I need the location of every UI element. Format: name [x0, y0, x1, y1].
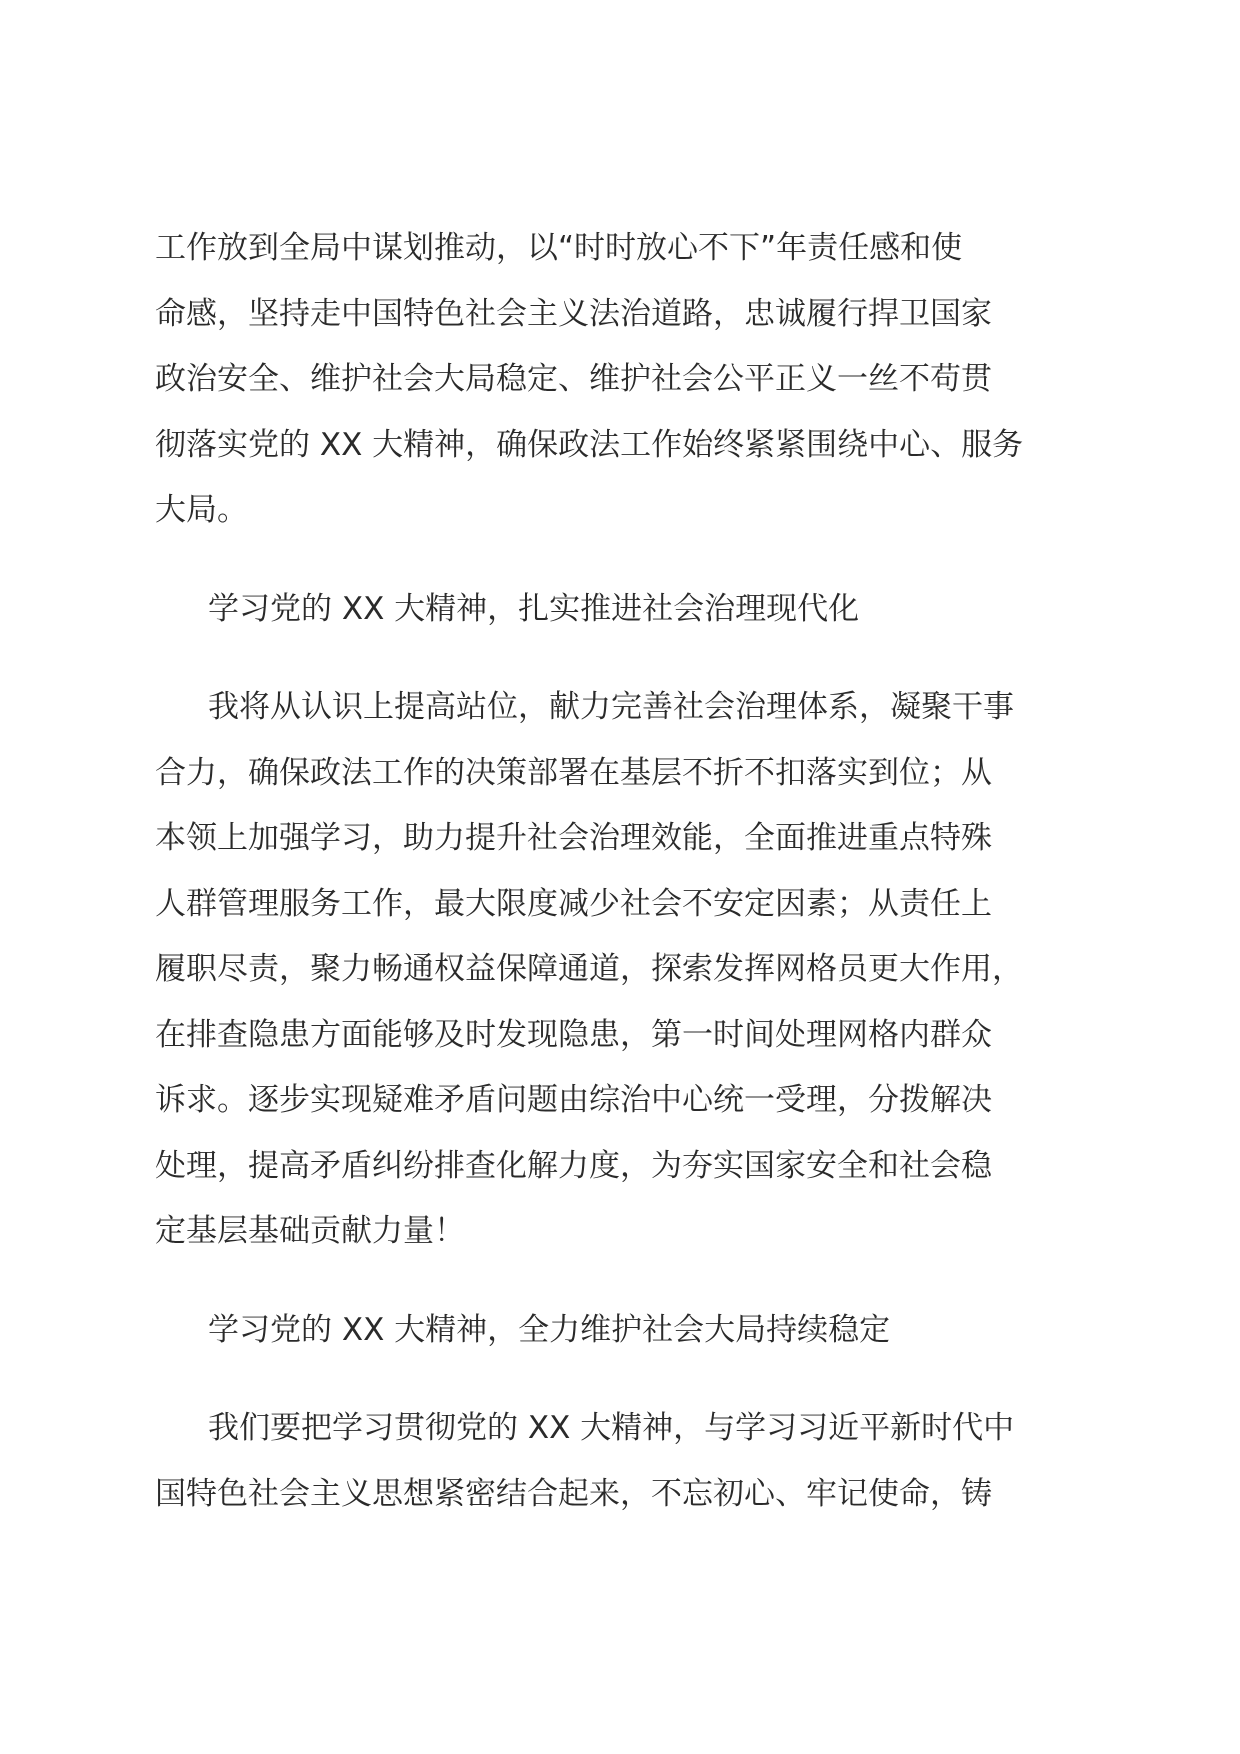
document-body — [155, 216, 1095, 1527]
text-line: 诉求。逐步实现疑难矛盾问题由综治中心统一受理，分拨解决 — [155, 1082, 992, 1118]
text-line: 本领上加强学习，助力提升社会治理效能，全面推进重点特殊 — [155, 820, 992, 856]
heading-line: 学习党的 XX 大精神，扎实推进社会治理现代化 — [208, 590, 860, 627]
paragraph-spacing — [155, 642, 1095, 675]
text-line: 彻落实党的 XX 大精神，确保政法工作始终紧紧围绕中心、服务 — [155, 426, 1024, 463]
text-line: 命感，坚持走中国特色社会主义法治道路，忠诚履行捍卫国家 — [155, 295, 992, 332]
text-line: 我将从认识上提高站位，献力完善社会治理体系，凝聚干事 — [208, 689, 1014, 725]
text-line: 处理，提高矛盾纠纷排查化解力度，为夯实国家安全和社会稳 — [155, 1147, 992, 1184]
paragraph-spacing — [155, 1265, 1095, 1298]
text-line: 政治安全、维护社会大局稳定、维护社会公平正义一丝不苟贯 — [155, 361, 992, 397]
text-line: 合力，确保政法工作的决策部署在基层不折不扣落实到位；从 — [155, 754, 992, 791]
text-line: 我们要把学习贯彻党的 XX 大精神，与学习习近平新时代中 — [208, 1410, 1015, 1446]
body-paragraph — [155, 1396, 1095, 1527]
paragraph-spacing — [155, 1363, 1095, 1396]
text-line: 人群管理服务工作，最大限度减少社会不安定因素；从责任上 — [155, 885, 992, 922]
body-paragraph — [155, 675, 1095, 1265]
text-line: 国特色社会主义思想紧密结合起来，不忘初心、牢记使命，铸 — [155, 1475, 992, 1512]
text-line: 在排查隐患方面能够及时发现隐患，第一时间处理网格内群众 — [155, 1016, 992, 1053]
section-heading — [155, 1298, 1095, 1364]
paragraph-spacing — [155, 544, 1095, 577]
section-heading — [155, 577, 1095, 643]
paragraph-continuation — [155, 216, 1095, 544]
heading-line: 学习党的 XX 大精神，全力维护社会大局持续稳定 — [208, 1311, 891, 1348]
text-line: 工作放到全局中谋划推动，以“时时放心不下”年责任感和使 — [155, 230, 963, 266]
text-line: 定基层基础贡献力量！ — [155, 1213, 465, 1249]
text-line: 大局。 — [155, 492, 248, 528]
text-line: 履职尽责，聚力畅通权益保障通道，探索发挥网格员更大作用， — [155, 951, 1023, 987]
